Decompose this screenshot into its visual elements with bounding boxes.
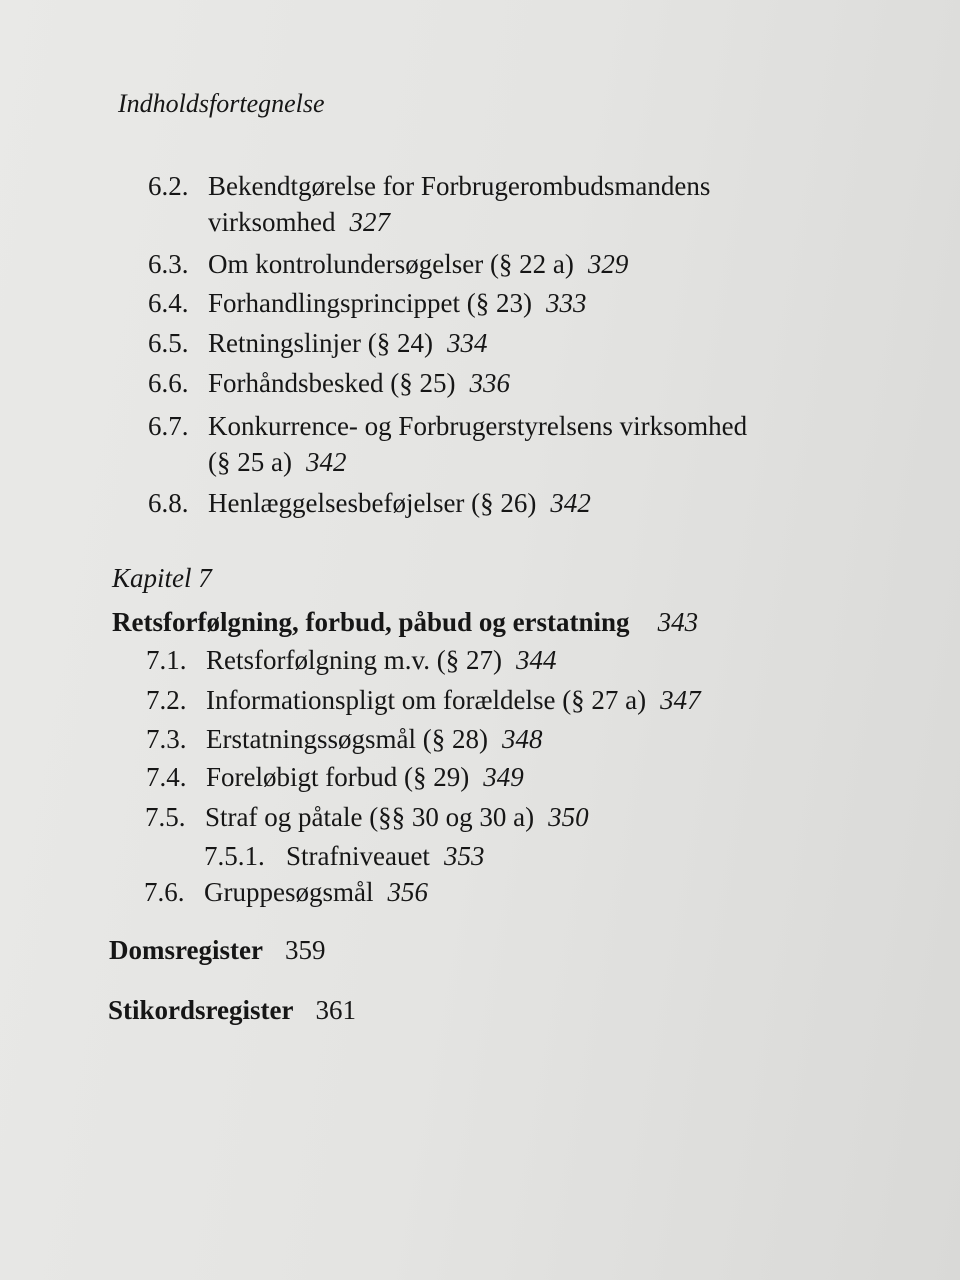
entry-page: 336 bbox=[469, 368, 510, 398]
chapter-title-line bbox=[112, 606, 698, 638]
register-entry bbox=[108, 994, 356, 1026]
entry-number: 6.8. bbox=[148, 488, 189, 518]
entry-title: Forhåndsbesked (§ 25) bbox=[208, 368, 456, 398]
entry-page: 329 bbox=[587, 249, 629, 279]
entry-page: 353 bbox=[443, 841, 485, 871]
toc-entry bbox=[148, 170, 710, 202]
entry-title: Konkurrence- og Forbrugerstyrelsens virksomhed bbox=[208, 411, 748, 441]
entry-number: 6.3. bbox=[148, 249, 189, 279]
chapter-page: 343 bbox=[657, 607, 699, 637]
entry-page: 356 bbox=[387, 877, 428, 907]
entry-page: 333 bbox=[545, 288, 587, 318]
running-header: Indholdsfortegnelse bbox=[118, 89, 325, 118]
entry-title: Retsforfølgning m.v. (§ 27) bbox=[206, 645, 502, 675]
toc-entry bbox=[146, 761, 524, 793]
entry-title: Gruppesøgsmål bbox=[204, 877, 374, 907]
entry-number: 6.7. bbox=[148, 411, 189, 441]
toc-entry bbox=[148, 287, 586, 319]
register-title: Stikordsregister bbox=[108, 995, 294, 1025]
entry-number: 6.2. bbox=[148, 171, 189, 201]
toc-entry-continuation bbox=[208, 446, 346, 478]
entry-title-cont: virksomhed bbox=[208, 207, 336, 237]
entry-title-cont: (§ 25 a) bbox=[208, 447, 292, 477]
entry-page: 349 bbox=[483, 762, 524, 792]
toc-entry bbox=[148, 367, 510, 399]
entry-page: 350 bbox=[548, 802, 589, 832]
entry-number: 7.1. bbox=[146, 645, 187, 675]
entry-number: 6.5. bbox=[148, 328, 189, 358]
entry-title: Forhandlingsprincippet (§ 23) bbox=[208, 288, 532, 318]
entry-page: 342 bbox=[305, 447, 347, 477]
entry-number: 6.6. bbox=[148, 368, 189, 398]
register-title: Domsregister bbox=[109, 935, 263, 965]
entry-title: Erstatningssøgsmål (§ 28) bbox=[206, 724, 488, 754]
entry-number: 7.5.1. bbox=[204, 841, 265, 871]
toc-entry-continuation bbox=[208, 206, 390, 238]
entry-page: 348 bbox=[501, 724, 543, 754]
toc-entry bbox=[146, 684, 701, 716]
entry-page: 334 bbox=[446, 328, 488, 358]
entry-number: 7.4. bbox=[146, 762, 187, 792]
entry-title: Bekendtgørelse for Forbrugerombudsmandens bbox=[208, 171, 711, 201]
chapter-label: Kapitel 7 bbox=[112, 563, 212, 593]
chapter-title: Retsforfølgning, forbud, påbud og erstatning bbox=[112, 607, 630, 637]
toc-entry bbox=[148, 410, 747, 442]
toc-entry bbox=[148, 487, 591, 519]
entry-page: 342 bbox=[550, 488, 591, 518]
entry-title: Straf og påtale (§§ 30 og 30 a) bbox=[205, 802, 535, 832]
entry-title: Om kontrolundersøgelser (§ 22 a) bbox=[208, 249, 574, 279]
toc-entry bbox=[146, 723, 542, 755]
entry-number: 6.4. bbox=[148, 288, 189, 318]
register-page: 359 bbox=[284, 935, 326, 965]
toc-entry bbox=[148, 248, 628, 280]
toc-entry bbox=[146, 644, 556, 676]
entry-title: Henlæggelsesbeføjelser (§ 26) bbox=[208, 488, 537, 518]
entry-title: Foreløbigt forbud (§ 29) bbox=[206, 762, 470, 792]
register-entry bbox=[109, 934, 325, 966]
toc-subentry bbox=[204, 840, 484, 872]
entry-number: 7.6. bbox=[144, 877, 185, 907]
entry-number: 7.2. bbox=[146, 685, 187, 715]
entry-title: Strafniveauet bbox=[286, 841, 430, 871]
entry-title: Retningslinjer (§ 24) bbox=[208, 328, 433, 358]
entry-number: 7.3. bbox=[146, 724, 187, 754]
toc-entry bbox=[145, 801, 589, 833]
register-page: 361 bbox=[315, 995, 356, 1025]
entry-number: 7.5. bbox=[145, 802, 186, 832]
toc-entry bbox=[148, 327, 487, 359]
entry-title: Informationspligt om forældelse (§ 27 a) bbox=[206, 685, 647, 715]
toc-entry bbox=[144, 876, 428, 908]
entry-page: 347 bbox=[660, 685, 701, 715]
entry-page: 327 bbox=[349, 207, 390, 237]
entry-page: 344 bbox=[515, 645, 557, 675]
